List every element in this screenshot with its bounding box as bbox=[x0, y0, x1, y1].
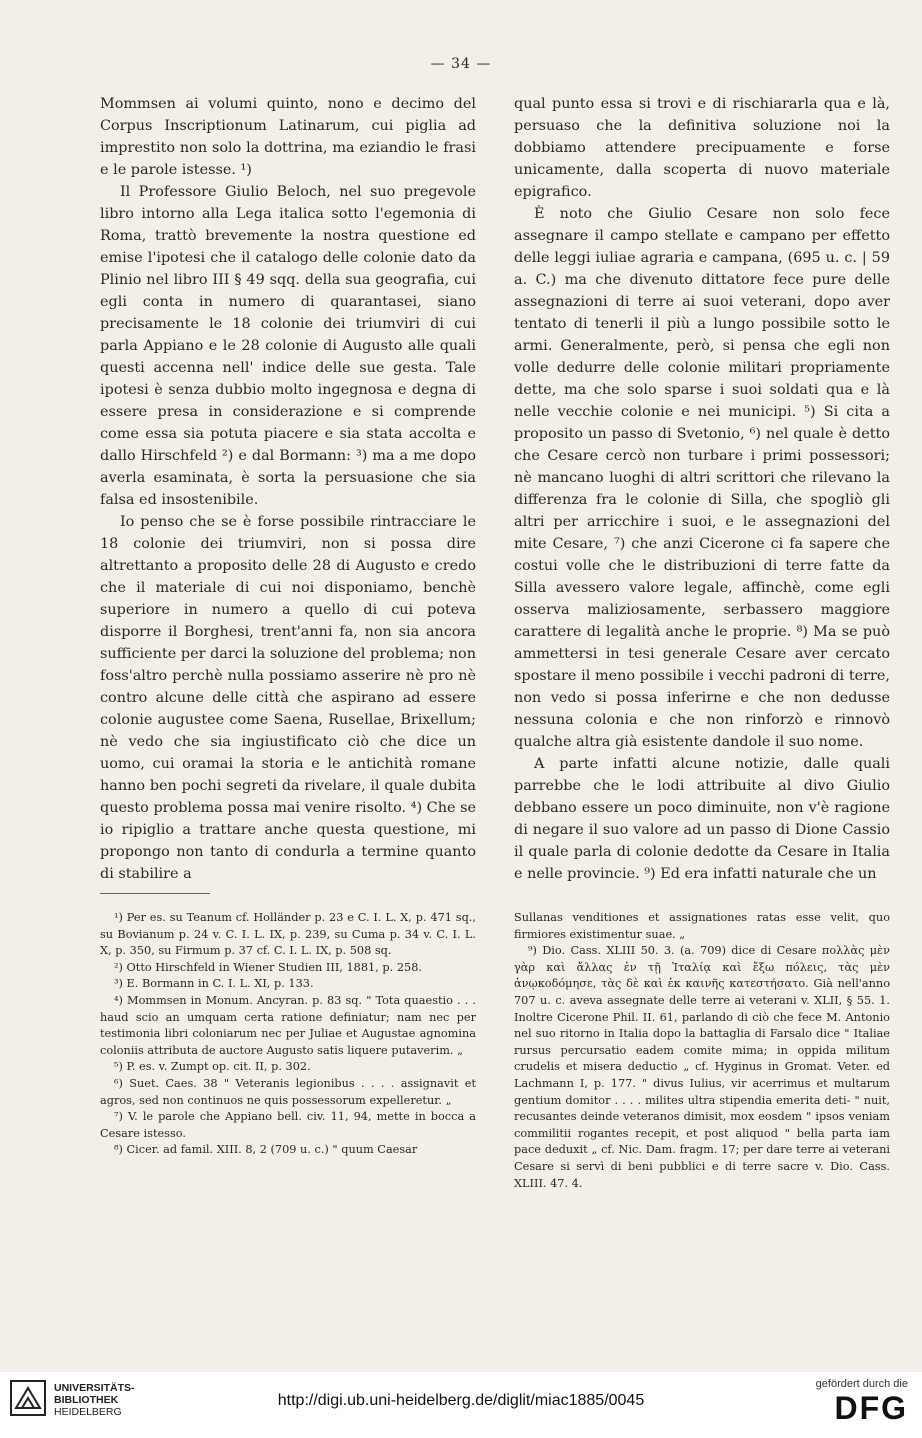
footnotes-left bbox=[100, 910, 476, 1159]
footnote: Sullanas venditiones et assignationes ratas esse velit, quo firmiores existimentur suae. „ bbox=[514, 911, 890, 941]
footnote: ¹) Per es. su Teanum cf. Holländer p. 23 e C. I. L. X, p. 471 sq., su Bovianum p. 24 v. C. I. L. IX, p. 239, su Cuma p. 34 v. C. I. L. X, p. 350, su Firmum p. 37 cf. C. I. L. IX, p. 508 sq. bbox=[100, 911, 476, 958]
footnote: ³) E. Bormann in C. I. L. XI, p. 133. bbox=[114, 977, 314, 991]
paragraph: Mommsen ai volumi quinto, nono e decimo del Corpus Inscriptionum Latinarum, cui piglia ad imprestito non solo la dottrina, ma eziandio le frasi e le parole istesse. ¹) bbox=[100, 96, 476, 178]
footer-bar bbox=[0, 1372, 922, 1438]
footnote: ⁴) Mommsen in Monum. Ancyran. p. 83 sq. " Tota quaestio . . . haud scio an umquam certa ratione definiatur; nam nec per testimonia libri coloniarum nec per Juliae et Augustae agnomina coloniis attributa de auctore Augusto satis liquere putaverim. „ bbox=[100, 993, 476, 1057]
funded-by-label: gefördert durch die bbox=[815, 1378, 908, 1390]
footnote: ⁵) P. es. v. Zumpt op. cit. II, p. 302. bbox=[114, 1060, 311, 1074]
paragraph: Io penso che se è forse possibile rintracciare le 18 colonie dei triumviri, non si possa dire altrettanto a proposito delle 28 di Augusto e credo che il materiale di cui noi disponiamo, benchè superiore in numero a quello di cui poteva disporre il Borghesi, trent'anni fa, non sia ancora sufficiente per darci la soluzione del problema; non foss'altro perchè nulla possiamo asserire nè pro nè contro alcune delle città che aspirano ad essere colonie augustee come Saena, Rusellae, Brixellum; nè vedo che sia ingiustificato ciò che dice un uomo, cui oramai la storia e le antichità romane hanno ben pochi segreti da rivelare, il quale dubita questo problema possa mai venire risolto. ⁴) Che se io ripiglio a trattare anche questa questione, mi propongo non tanto di condurla a termine quanto di stabilire a bbox=[100, 514, 476, 882]
footnote: ⁸) Cicer. ad famil. XIII. 8, 2 (709 u. c.) " quum Caesar bbox=[114, 1143, 418, 1157]
paragraph: A parte infatti alcune notizie, dalle quali parrebbe che le lodi attribuite al divo Giulio debbano essere un poco diminuite, non v'è ragione di negare il suo valore ad un passo di Dione Cassio il quale parla di colonie dedotte da Cesare in Italia e nelle provincie. ⁹) Ed era infatti naturale che un bbox=[514, 756, 890, 882]
paragraph: Il Professore Giulio Beloch, nel suo pregevole libro intorno alla Lega italica sotto l'egemonia di Roma, trattò brevemente la nostra questione ed emise l'ipotesi che il catalogo delle colonie dato da Plinio nel libro III § 49 sqq. della sua geografia, cui egli conta in numero di quarantasei, siano precisamente le 18 colonie dei triumviri di cui parla Appiano e le 28 colonie di Augusto alle quali questi accenna nell' indice delle sue gesta. Tale ipotesi è senza dubbio molto ingegnosa e degna di essere presa in considerazione e si comprende come essa sia potuta piacere e sia stata accolta e dallo Hirschfeld ²) e dal Bormann: ³) ma a me dopo averla esaminata, è sorta la persuasione che sia falsa ed insostenibile. bbox=[100, 184, 476, 508]
dfg-logo[interactable] bbox=[798, 1378, 908, 1434]
footnote-separator bbox=[100, 893, 210, 894]
library-name-line: HEIDELBERG bbox=[54, 1406, 122, 1418]
footnote: ⁷) V. le parole che Appiano bell. civ. 11, 94, mette in bocca a Cesare istesso. bbox=[100, 1110, 476, 1140]
right-column bbox=[514, 93, 890, 885]
paragraph: qual punto essa si trovi e di rischiararla qua e là, persuaso che la definitiva soluzione noi la dobbiamo attendere precipuamente e forse unicamente, dalla scoperta di nuovo materiale epigrafico. bbox=[514, 96, 890, 200]
footnotes-right bbox=[514, 910, 890, 1192]
library-name-line: BIBLIOTHEK bbox=[54, 1394, 119, 1406]
left-column bbox=[100, 93, 476, 885]
footnote: ²) Otto Hirschfeld in Wiener Studien III, 1881, p. 258. bbox=[114, 960, 422, 974]
footnote: ⁶) Suet. Caes. 38 " Veteranis legionibus . . . . assignavit et agros, sed non continuos ne quis possessorum expelleretur. „ bbox=[100, 1076, 476, 1107]
library-name-line: UNIVERSITÄTS- bbox=[54, 1382, 135, 1394]
footnote: ⁹) Dio. Cass. XLIII 50. 3. (a. 709) dice di Cesare πολλὰς μὲν γὰρ καὶ ἄλλας ἐν τῇ Ἰταλίᾳ καὶ ἔξω πόλεις, τὰς μὲν ἀνῳκοδόμησε, τὰς δὲ καὶ ἐκ καινῆς κατεστήσατο. Già nell'anno 707 u. c. aveva assegnate delle terre ai veterani v. XLII, § 55. 1. Inoltre Cicerone Phil. II. 61, parlando di ciò che fece M. Antonio nel suo ritorno in Italia dopo la battaglia di Farsalo dice " Italiae rursus percursatio eadem comite mima; in oppida militum crudelis et misera deductio „ cf. Hyginus in Gromat. Veter. ed Lachmann I, p. 177. " divus Iulius, vir acerrimus et multarum gentium domitor . . . . milites ultra stipendia emerita deti- " nuit, recusantes deinde veteranos dimisit, mox eosdem " ipsos veniam commilitii rogantes recepit, et post aliquod " bella parta iam pace deduxit „ cf. Nic. Dam. fragm. 17; per dare terre ai veterani Cesare si servì di beni pubblici e di terre sacre v. Dio. Cass. XLIII. 47. 4. bbox=[514, 944, 890, 1190]
permalink-url[interactable]: http://digi.ub.uni-heidelberg.de/diglit/miac1885/0045 bbox=[277, 1392, 645, 1409]
dfg-wordmark: DFG bbox=[834, 1390, 908, 1426]
page-number: — 34 — bbox=[430, 56, 492, 72]
paragraph: È noto che Giulio Cesare non solo fece assegnare il campo stellate e campano per effetto delle leggi iuliae agraria e campana, (695 u. c. | 59 a. C.) ma che divenuto dittatore fece pure delle assegnazioni di terre ai suoi veterani, dopo aver tentato di tenerli il più a lungo possibile sotto le armi. Generalmente, però, si pensa che egli non volle dedurre delle colonie militari propriamente dette, ma che solo sparse i suoi soldati qua e là nelle vecchie colonie e nei municipi. ⁵) Si cita a proposito un passo di Svetonio, ⁶) nel quale è detto che Cesare cercò non turbare i primi possessori; nè mancano luoghi di altri scrittori che rilevano la differenza fra le colonie di Silla, che spogliò gli altri per arricchire i suoi, e le assegnazioni del mite Cesare, ⁷) che anzi Cicerone ci fa sapere che costui volle che le distribuzioni di terre fatte da Silla avessero valore legale, affinchè, come egli osserva maliziosamente, serbassero maggiore carattere di legalità anche le proprie. ⁸) Ma se può ammettersi in tesi generale Cesare aver cercato spostare il meno possibile i vecchi padroni di terre, non vedo si possa inferirne e che non dedusse nessuna colonia e che non rinforzò e rinnovò qualche altra già esistente dandole il suo nome. bbox=[514, 206, 890, 750]
